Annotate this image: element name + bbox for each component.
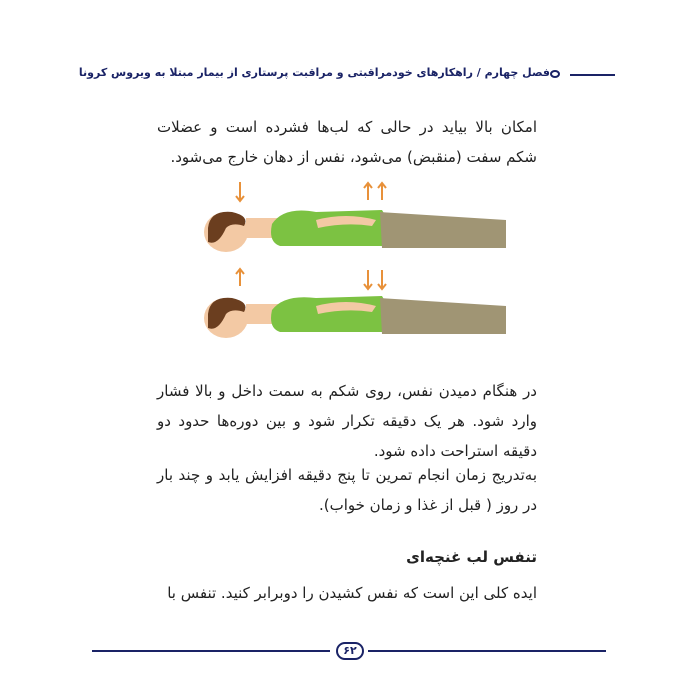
paragraph-exhale: امکان بالا بیاید در حالی که لب‌ها فشرده است و عضلات شکم سفت (منقبض) می‌شود، نفس از دهان خارج می‌شود. bbox=[157, 118, 537, 166]
header-ornament bbox=[550, 70, 560, 78]
person-top bbox=[204, 210, 506, 252]
header-rule bbox=[570, 74, 615, 76]
breathing-illustration bbox=[196, 176, 508, 348]
person-bottom bbox=[204, 296, 506, 338]
bottom-arrows bbox=[236, 269, 386, 289]
page-number: ۶۲ bbox=[336, 642, 364, 660]
footer-rule-left bbox=[92, 650, 330, 652]
paragraph-gradual-increase: به‌تدریج زمان انجام تمرین تا پنج دقیقه افزایش یابد و چند بار در روز ( قبل از غذا و زمان خواب). bbox=[157, 466, 537, 514]
page-header bbox=[0, 64, 700, 88]
chapter-title: فصل چهارم / راهکارهای خودمراقبتی و مراقبت پرستاری از بیمار مبتلا به ویروس کرونا bbox=[78, 66, 550, 79]
paragraph-abdomen-pressure: در هنگام دمیدن نفس، روی شکم به سمت داخل و بالا فشار وارد شود. هر یک دقیقه تکرار شود و بین دوره‌ها حدود دو دقیقه استراحت داده شود. bbox=[157, 382, 537, 460]
section-heading: تنفس لب غنچه‌ای bbox=[406, 548, 537, 566]
footer-rule-right bbox=[368, 650, 606, 652]
top-arrows bbox=[236, 182, 386, 201]
paragraph-pursed-lip: ایده کلی این است که نفس کشیدن را دوبرابر کنید. تنفس با bbox=[167, 584, 537, 602]
